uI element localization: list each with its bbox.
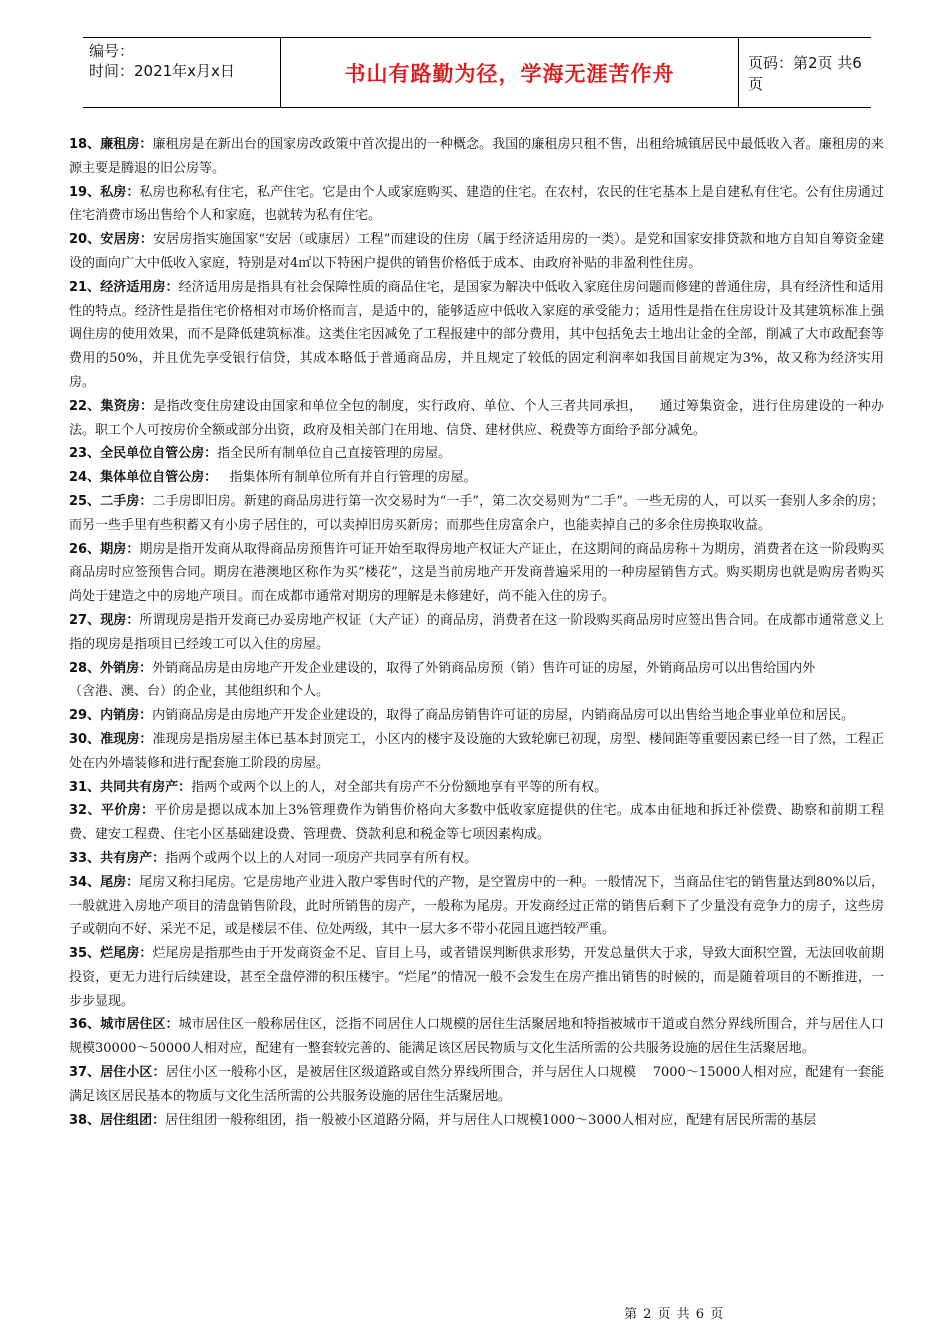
glossary-term: 33、共有房产： — [69, 850, 166, 866]
glossary-definition: 私房也称私有住宅，私产住宅。它是由个人或家庭购买、建造的住宅。在农村，农民的住宅基本上是自建私有住宅。公有住房通过住宅消费市场出售给个人和家庭，也就转为私有住宅。 — [69, 184, 884, 224]
glossary-entry — [69, 442, 884, 466]
glossary-definition: 准现房是指房屋主体已基本封顶完工，小区内的楼宇及设施的大致轮廓已初现，房型、楼间距等重要因素已经一目了然，工程正处在内外墙装修和进行配套施工阶段的房屋。 — [69, 731, 884, 771]
glossary-definition: 经济适用房是指具有社会保障性质的商品住宅，是国家为解决中低收入家庭住房问题而修建的普通住房，具有经济性和适用性的特点。经济性是指住宅价格相对市场价格而言，是适中的，能够适应中低收入家庭的承受能力；适用性是指在住房设计及其建筑标准上强调住房的使用效果，而不是降低建筑标准。这类住宅因减免了工程报建中的部分费用，其中包括免去土地出让金的全部，削减了大市政配套等费用的50%，并且优先享受银行信贷，其成本略低于普通商品房，并且规定了较低的固定利润率如我国目前规定为3%，故又称为经济实用房。 — [69, 279, 884, 390]
glossary-entry — [69, 704, 884, 728]
header-page-number: 页码：第2页 共6页 — [748, 53, 862, 93]
glossary-entry — [69, 490, 884, 538]
glossary-term: 28、外销房： — [69, 660, 153, 676]
glossary-definition: 所谓现房是指开发商已办妥房地产权证（大产证）的商品房，消费者在这一阶段购买商品房时应签出售合同。在成都市通常意义上指的现房是指项目已经竣工可以入住的房屋。 — [69, 612, 884, 652]
glossary-definition: 烂尾房是指那些由于开发商资金不足、盲目上马，或者错误判断供求形势，开发总量供大于求，导致大面积空置，无法回收前期投资，更无力进行后续建设，甚至全盘停滞的积压楼宇。“烂尾”的情况一般不会发生在房产推出销售的时候的，而是随着项目的不断推进，一步步显现。 — [69, 946, 884, 1009]
glossary-entry — [69, 1013, 884, 1061]
glossary-definition: 指集体所有制单位所有并自行管理的房屋。 — [217, 470, 477, 486]
glossary-entry — [69, 847, 884, 871]
glossary-term: 35、烂尾房： — [69, 946, 153, 962]
glossary-term: 18、廉租房： — [69, 137, 153, 152]
glossary-definition: 内销商品房是由房地产开发企业建设的，取得了商品房销售许可证的房屋，内销商品房可以出售给当地企事业单位和居民。 — [152, 708, 855, 724]
glossary-term: 36、城市居住区： — [69, 1017, 179, 1033]
doc-number-label: 编号： — [89, 42, 135, 60]
glossary-entry — [69, 657, 884, 705]
glossary-entry — [69, 395, 884, 443]
glossary-term: 34、尾房： — [69, 874, 140, 890]
doc-date: 时间：2021年x月x日 — [89, 62, 235, 80]
glossary-body — [69, 133, 884, 1132]
glossary-entry — [69, 871, 884, 942]
glossary-definition: 二手房即旧房。新建的商品房进行第一次交易时为“一手”，第二次交易则为“二手”。一些无房的人，可以买一套别人多余的房；而另一些手里有些积蓄又有小房子居住的，可以卖掉旧房买新房；而那些住房富余户，也能卖掉自己的多余住房换取收益。 — [69, 493, 885, 533]
glossary-entry — [69, 1061, 884, 1109]
glossary-term: 37、居住小区： — [69, 1065, 166, 1081]
glossary-definition: 廉租房是在新出台的国家房改政策中首次提出的一种概念。我国的廉租房只租不售，出租给城镇居民中最低收入者。廉租房的来源主要是腾退的旧公房等。 — [69, 137, 884, 176]
glossary-term: 31、共同共有房产： — [69, 779, 192, 795]
glossary-term: 19、私房： — [69, 184, 140, 200]
glossary-term: 21、经济适用房： — [69, 279, 179, 295]
page-footer: 第 2 页 共 6 页 — [624, 1307, 725, 1322]
glossary-term: 20、安居房： — [69, 232, 154, 248]
page-header — [83, 37, 871, 108]
header-meta — [83, 38, 281, 107]
glossary-entry — [69, 133, 884, 181]
glossary-definition: 期房是指开发商从取得商品房预售许可证开始至取得房地产权证大产证止，在这期间的商品房称＋为期房，消费者在这一阶段购买商品房时应签预售合同。期房在港澳地区称作为买“楼花”，这是当前房地产开发商普遍采用的一种房屋销售方式。购买期房也就是购房者购买尚处于建造之中的房地产项目。而在成都市通常对期房的理解是未修建好，尚不能入住的房子。 — [69, 541, 884, 605]
glossary-definition: 是指改变住房建设由国家和单位全包的制度，实行政府、单位、个人三者共同承担， 通过筹集资金，进行住房建设的一种办法。职工个人可按房价全额或部分出资，政府及相关部门在用地、信贷、建材供应、税费等方面给予部分减免。 — [69, 398, 885, 438]
glossary-term: 24、集体单位自管公房： — [69, 470, 218, 486]
glossary-entry — [69, 538, 884, 609]
glossary-definition: 平价房是摁以成本加上3%管理费作为销售价格向大多数中低收家庭提供的住宅。成本由征地和拆迁补偿费、勘察和前期工程费、建安工程费、住宅小区基础建设费、管理费、贷款利息和税金等七项因素构成。 — [69, 803, 884, 843]
glossary-entry — [69, 181, 884, 229]
glossary-entry — [69, 942, 884, 1013]
glossary-entry — [69, 276, 884, 395]
glossary-definition: 指两个或两个以上的人，对全部共有房产不分份额地享有平等的所有权。 — [191, 779, 608, 795]
glossary-term: 30、准现房： — [69, 731, 153, 747]
glossary-term: 38、居住组团： — [69, 1112, 166, 1128]
glossary-definition: 指两个或两个以上的人对同一项房产共同享有所有权。 — [165, 850, 478, 866]
glossary-entry — [69, 776, 884, 800]
glossary-definition: 尾房又称扫尾房。它是房地产业进入散户零售时代的产物，是空置房中的一种。一般情况下，当商品住宅的销售量达到80%以后，一般就进入房地产项目的清盘销售阶段，此时所销售的房产，一般称为尾房。开发商经过正常的销售后剩下了少量没有竞争力的房子，这些房子或朝向不好、采光不足，或是楼层不佳、位处两级，其中一层大多不带小花园且遮挡较严重。 — [69, 874, 884, 938]
glossary-term: 26、期房： — [69, 541, 140, 557]
glossary-definition: 居住小区一般称小区，是被居住区级道路或自然分界线所围合，并与居住人口规模 7000～15000人相对应，配建有一套能满足该区居民基本的物质与文化生活所需的公共服务设施的居住生活聚居地。 — [69, 1065, 884, 1104]
glossary-entry — [69, 609, 884, 657]
glossary-entry — [69, 728, 884, 776]
glossary-definition: 城市居住区一般称居住区，泛指不同居住人口规模的居住生活聚居地和特指被城市干道或自然分界线所围合，并与居住人口规模30000～50000人相对应，配建有一整套较完善的、能满足该区居民物质与文化生活所需的公共服务设施的居住生活聚居地。 — [69, 1017, 884, 1057]
glossary-entry — [69, 228, 884, 276]
glossary-definition: 安居房指实施国家“安居（或康居）工程”而建设的住房（属于经济适用房的一类）。是党和国家安排贷款和地方自知自筹资金建设的面向广大中低收入家庭，特别是对4㎡以下特困户提供的销售价格低于成本、由政府补贴的非盈利性住房。 — [69, 232, 885, 271]
glossary-entry — [69, 466, 884, 490]
glossary-entry — [69, 799, 884, 847]
glossary-term: 29、内销房： — [69, 708, 153, 724]
glossary-term: 25、二手房： — [69, 493, 153, 509]
glossary-term: 32、平价房： — [69, 803, 155, 819]
glossary-term: 23、全民单位自管公房： — [69, 446, 218, 462]
glossary-definition: 居住组团一般称组团，指一般被小区道路分隔，并与居住人口规模1000～3000人相对应，配建有居民所需的基层 — [165, 1112, 817, 1128]
glossary-term: 27、现房： — [69, 612, 140, 628]
glossary-entry — [69, 1109, 884, 1133]
glossary-definition: 指全民所有制单位自己直接管理的房屋。 — [217, 446, 452, 462]
header-motto: 书山有路勤为径，学海无涯苦作舟 — [281, 38, 739, 107]
glossary-term: 22、集资房： — [69, 398, 154, 414]
glossary-definition: 外销商品房是由房地产开发企业建设的，取得了外销商品房预（销）售许可证的房屋，外销商品房可以出售给国内外 （含港、澳、台）的企业，其他组织和个人。 — [69, 660, 816, 700]
